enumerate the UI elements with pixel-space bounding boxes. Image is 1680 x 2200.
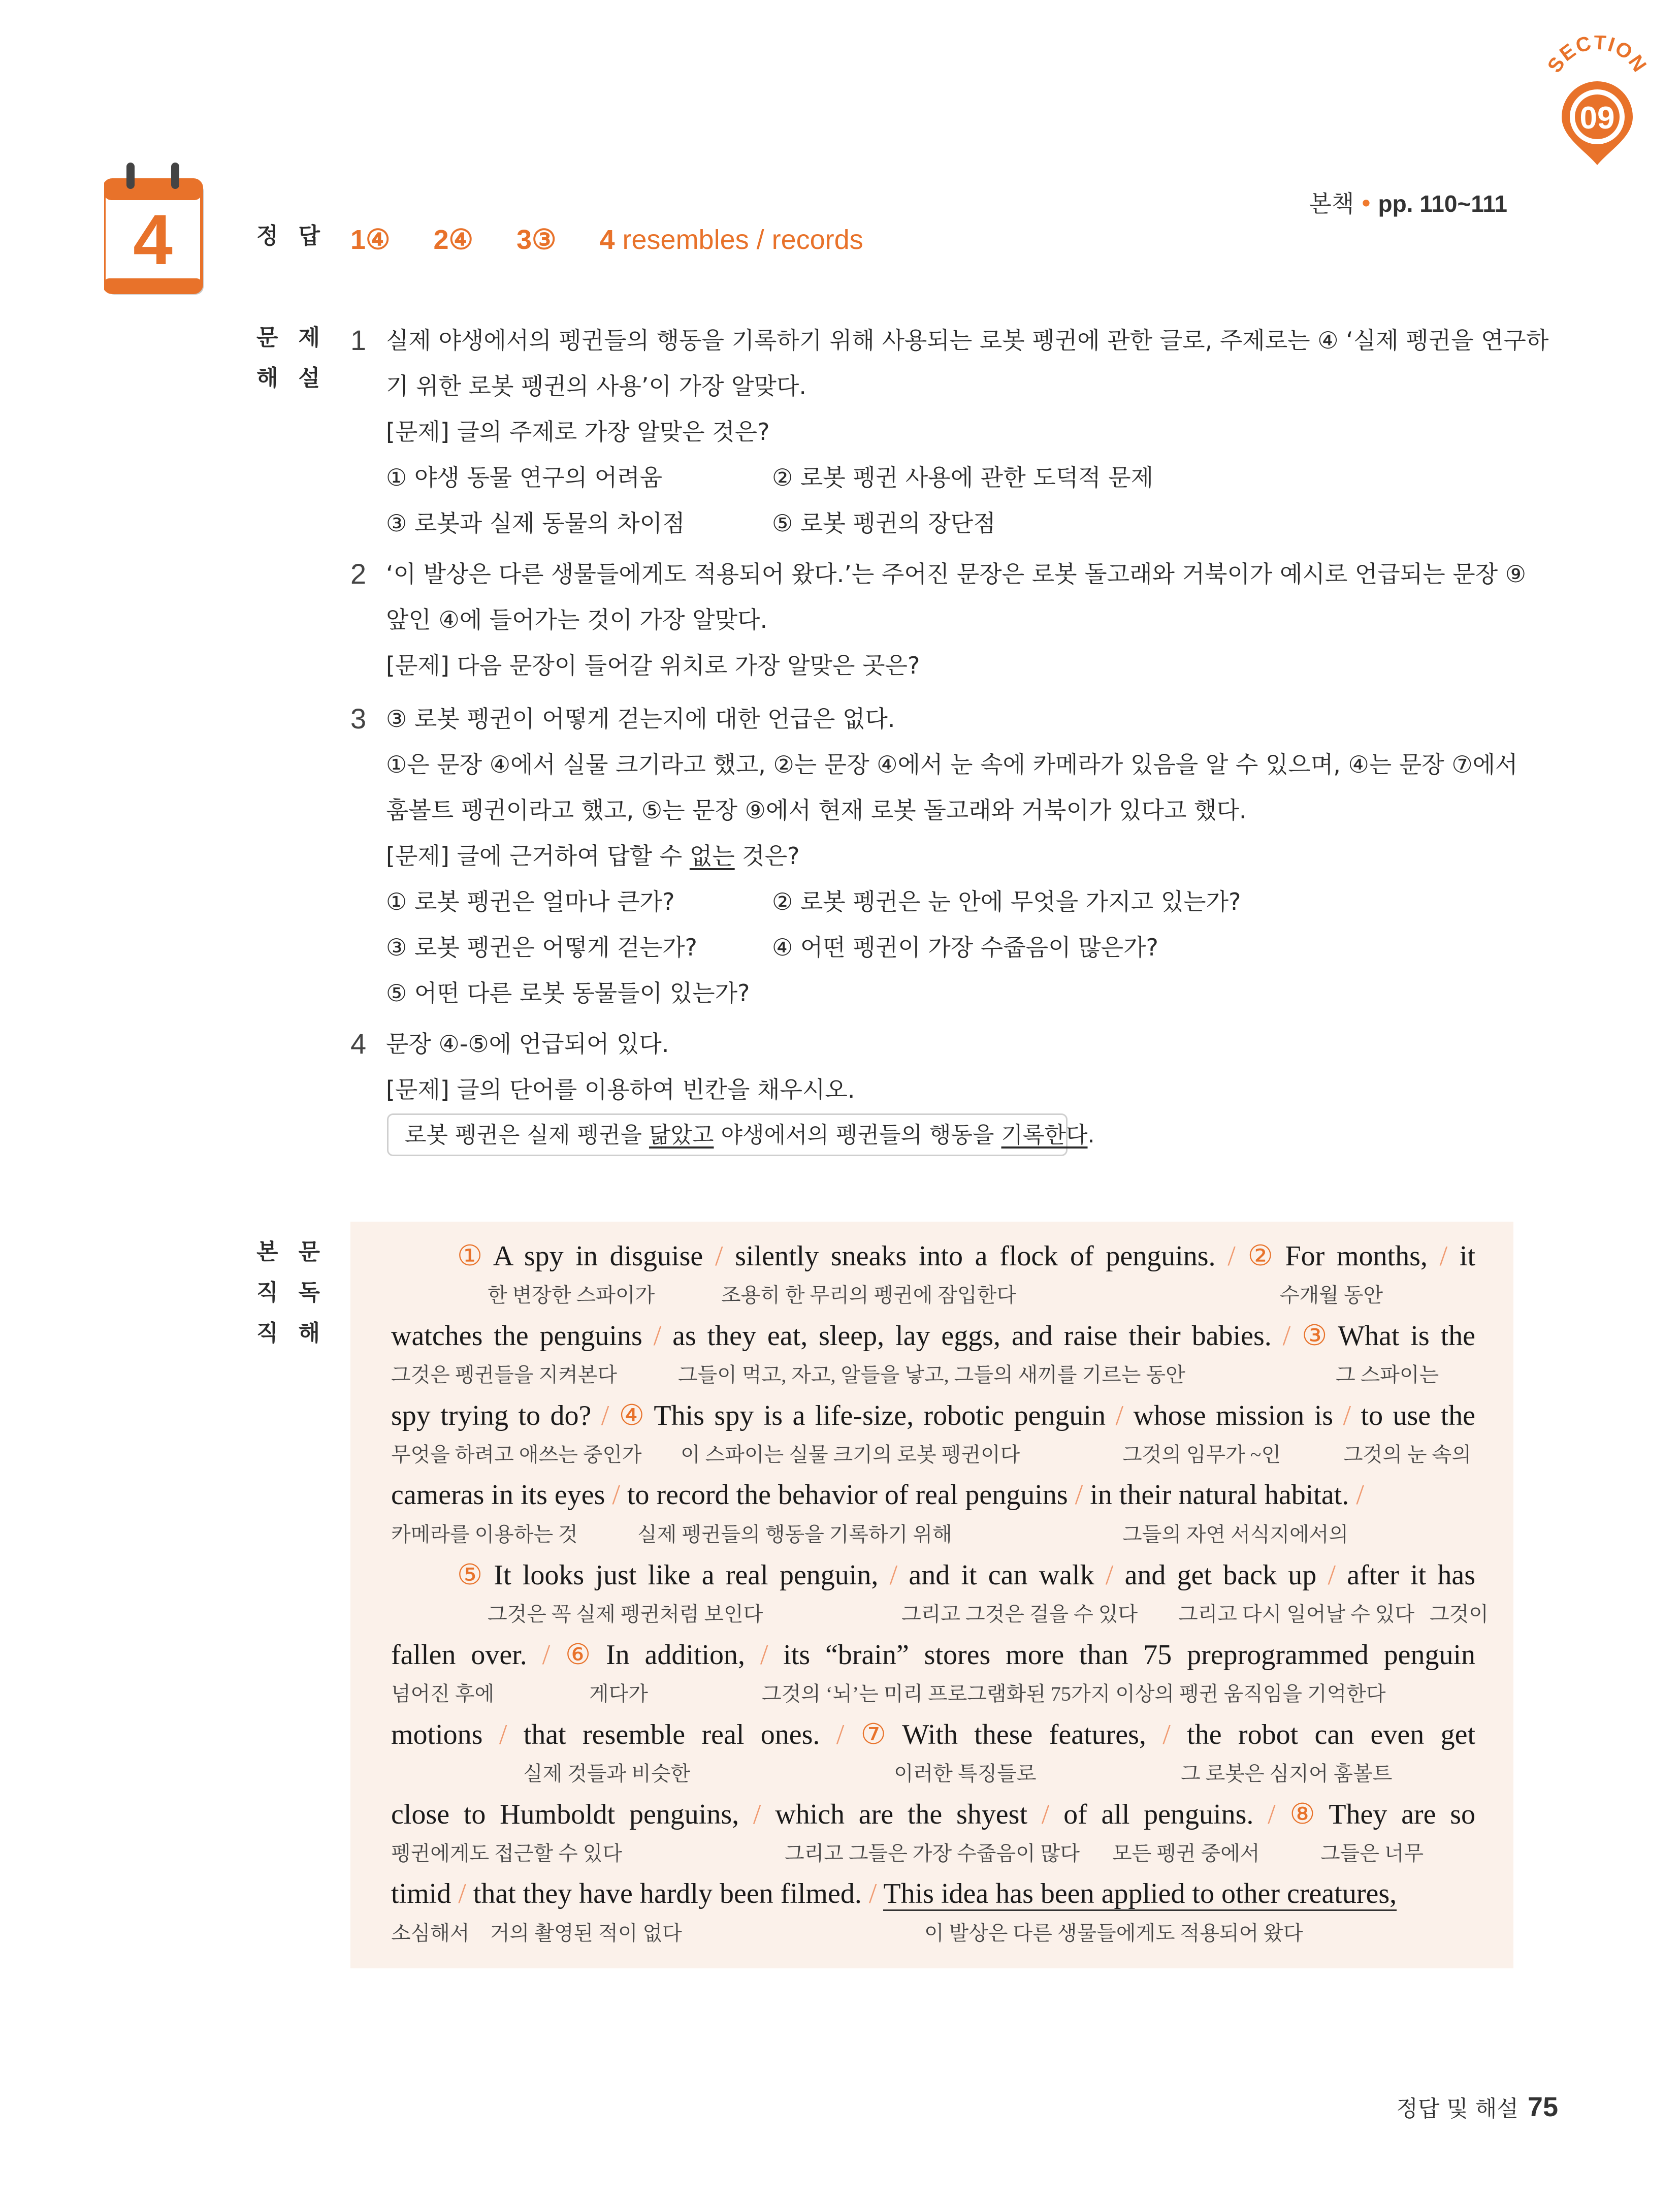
question-number: 1 (350, 324, 367, 356)
korean-gloss: 펭귄에게도 접근할 수 있다 (391, 1842, 623, 1865)
choice-row (386, 924, 1549, 970)
korean-gloss: 그것은 꼭 실제 펭귄처럼 보인다 (488, 1603, 763, 1625)
page-ref-book: 본책 (1309, 190, 1354, 217)
choice: ⑤ 어떤 다른 로봇 동물들이 있는가? (386, 979, 750, 1007)
korean-gloss: 게다가 (589, 1682, 648, 1705)
choice-row (386, 455, 1549, 500)
reading-label-3: 직해 (256, 1320, 341, 1346)
answer-item: 2④ (433, 225, 473, 255)
choice: ⑤ 로봇 펭귄의 장단점 (772, 509, 996, 537)
reading-row (391, 1877, 1475, 1943)
explanation-line: 문장 ④-⑤에 언급되어 있다. (386, 1030, 669, 1058)
reading-label-2: 직독 (256, 1280, 341, 1305)
answer-item: 4 resembles / records (599, 225, 863, 255)
reading-row (391, 1798, 1475, 1864)
korean-gloss: 그것의 ‘뇌’는 미리 프로그램화된 75가지 이상의 펭귄 움직임을 기억한다 (762, 1682, 1386, 1705)
korean-gloss: 이러한 특징들로 (894, 1762, 1037, 1785)
explanation-label-2: 해설 (256, 365, 341, 391)
problem-number: 4 (133, 200, 173, 279)
section-number: 09 (1579, 101, 1615, 136)
reading-row (391, 1479, 1475, 1545)
korean-gloss: 조용히 한 무리의 펭귄에 잠입한다 (721, 1284, 1016, 1306)
korean-gloss: 그것의 눈 속의 (1343, 1443, 1471, 1466)
question-prompt: [문제] 글의 주제로 가장 알맞은 것은? (386, 418, 770, 445)
korean-gloss: 그 스파이는 (1336, 1363, 1439, 1386)
reading-row (391, 1239, 1475, 1305)
english-line: ⑤ It looks just like a real penguin, / and it can walk / and get back up / after it has (457, 1559, 1475, 1591)
english-line: ① A spy in disguise / silently sneaks into a flock of penguins. / ② For months, / it (457, 1240, 1476, 1272)
reading-row (391, 1319, 1475, 1385)
choice: ① 야생 동물 연구의 어려움 (386, 464, 663, 491)
reading-row (391, 1558, 1489, 1625)
explanation-line: 앞인 ④에 들어가는 것이 가장 알맞다. (386, 606, 768, 633)
page-footer (1396, 2090, 1558, 2123)
explanation-line: ①은 문장 ④에서 실물 크기라고 했고, ②는 문장 ④에서 눈 속에 카메라가 있음을 알 수 있으며, ④는 문장 ⑦에서 (386, 751, 1518, 778)
korean-gloss: 무엇을 하려고 애쓰는 중인가 (391, 1443, 642, 1466)
answer-row (350, 224, 899, 256)
korean-gloss: 실제 것들과 비슷한 (523, 1762, 691, 1785)
question-number: 4 (350, 1028, 367, 1060)
korean-gloss: 이 발상은 다른 생물들에게도 적용되어 왔다 (924, 1922, 1303, 1944)
choice: ② 로봇 펭귄 사용에 관한 도덕적 문제 (772, 464, 1154, 491)
korean-gloss: 그들의 자연 서식지에서의 (1122, 1523, 1349, 1546)
question-prompt: [문제] 글에 근거하여 답할 수 없는 것은? (386, 842, 800, 870)
footer-label: 정답 및 해설 (1396, 2096, 1519, 2122)
korean-gloss: 그리고 다시 일어날 수 있다 (1178, 1603, 1415, 1625)
explanation-line: 기 위한 로봇 펭귄의 사용’이 가장 알맞다. (386, 372, 806, 400)
korean-gloss: 그들이 먹고, 자고, 알들을 낳고, 그들의 새끼를 기르는 동안 (678, 1363, 1185, 1386)
reading-row (391, 1399, 1475, 1465)
english-line: spy trying to do? / ④ This spy is a life-size, robotic penguin / whose mission is / to use the (391, 1400, 1476, 1431)
korean-gloss: 거의 촬영된 적이 없다 (490, 1922, 682, 1944)
korean-gloss: 그들은 너무 (1320, 1842, 1424, 1865)
english-line: cameras in its eyes / to record the behavior of real penguins / in their natural habitat. / (391, 1479, 1364, 1511)
english-line: timid / that they have hardly been filmed. / This idea has been applied to other creatures, (391, 1877, 1475, 1910)
page-number: 75 (1527, 2092, 1558, 2122)
choice: ① 로봇 펭귄은 얼마나 큰가? (386, 888, 675, 915)
english-line: close to Humboldt penguins, / which are the shyest / of all penguins. / ⑧ They are so (391, 1799, 1476, 1830)
explanation-line: 실제 야생에서의 펭귄들의 행동을 기록하기 위해 사용되는 로봇 펭귄에 관한 글로, 주제로는 ④ ‘실제 펭귄을 연구하 (386, 327, 1549, 354)
reading-passage-box (350, 1222, 1513, 1968)
korean-gloss: 한 변장한 스파이가 (488, 1284, 655, 1306)
choice: ③ 로봇 펭귄은 어떻게 걷는가? (386, 934, 697, 961)
english-line: fallen over. / ⑥ In addition, / its “brain” stores more than 75 preprogrammed penguin (391, 1639, 1476, 1671)
question-number: 3 (350, 703, 367, 735)
reading-label-1: 본문 (256, 1239, 341, 1265)
korean-gloss: 카메라를 이용하는 것 (391, 1523, 578, 1546)
section-label: SECTION (1544, 36, 1651, 77)
explanation-label-1: 문제 (256, 325, 341, 350)
korean-gloss: 그것의 임무가 ~인 (1122, 1443, 1281, 1466)
problem-number-calendar (104, 163, 206, 302)
question-number: 2 (350, 558, 367, 590)
korean-gloss: 그것이 (1430, 1603, 1489, 1625)
korean-gloss: 이 스파이는 실물 크기의 로봇 펭귄이다 (681, 1443, 1020, 1466)
svg-text:SECTION (1544, 36, 1651, 77)
korean-gloss: 그리고 그들은 가장 수줍음이 많다 (785, 1842, 1080, 1865)
korean-gloss: 그것은 펭귄들을 지켜본다 (391, 1363, 618, 1386)
korean-gloss: 그리고 그것은 걸을 수 있다 (901, 1603, 1138, 1625)
korean-gloss: 수개월 동안 (1280, 1284, 1383, 1306)
question-prompt: [문제] 글의 단어를 이용하여 빈칸을 채우시오. (386, 1076, 855, 1103)
korean-gloss: 모든 펭귄 중에서 (1112, 1842, 1260, 1865)
question-prompt: [문제] 다음 문장이 들어갈 위치로 가장 알맞은 곳은? (386, 652, 920, 679)
explanation-line: ③ 로봇 펭귄이 어떻게 걷는지에 대한 언급은 없다. (386, 705, 895, 732)
korean-gloss: 소심해서 (391, 1922, 470, 1944)
choice: ② 로봇 펭귄은 눈 안에 무엇을 가지고 있는가? (772, 888, 1241, 915)
explanation-line: ‘이 발상은 다른 생물들에게도 적용되어 왔다.’는 주어진 문장은 로봇 돌고래와 거북이가 예시로 언급되는 문장 ⑨ (386, 560, 1526, 588)
page-ref-pages: pp. 110~111 (1378, 190, 1507, 217)
explanation-line: 훔볼트 펭귄이라고 했고, ⑤는 문장 ⑨에서 현재 로봇 돌고래와 거북이가 있다고 했다. (386, 796, 1247, 824)
answer-item: 3③ (516, 225, 557, 255)
english-line: motions / that resemble real ones. / ⑦ With these features, / the robot can even get (391, 1719, 1475, 1750)
answer-item: 1④ (350, 225, 391, 255)
choice-row (386, 500, 1549, 546)
choice: ④ 어떤 펭귄이 가장 수줍음이 많은가? (772, 934, 1158, 961)
reading-row (391, 1718, 1475, 1784)
answer-label: 정답 (256, 223, 341, 249)
answer-box: 로봇 펭귄은 실제 펭귄을 닮았고 야생에서의 펭귄들의 행동을 기록한다. (387, 1113, 1068, 1156)
korean-gloss: 넘어진 후에 (391, 1682, 495, 1705)
choice-row (386, 879, 1549, 924)
page-reference: 본책 • pp. 110~111 (1309, 190, 1507, 217)
korean-gloss: 그 로봇은 심지어 훔볼트 (1181, 1762, 1393, 1785)
english-line: watches the penguins / as they eat, sleep, lay eggs, and raise their babies. / ③ What is the (391, 1320, 1475, 1352)
section-badge (1544, 36, 1651, 173)
reading-row (391, 1638, 1475, 1704)
korean-gloss: 실제 펭귄들의 행동을 기록하기 위해 (637, 1523, 952, 1546)
choice: ③ 로봇과 실제 동물의 차이점 (386, 509, 685, 537)
